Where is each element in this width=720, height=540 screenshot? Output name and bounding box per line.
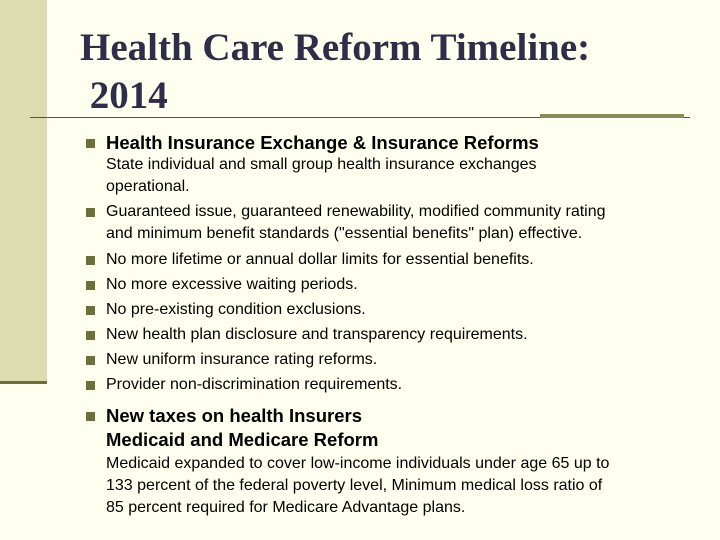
slide-title [80, 24, 590, 120]
sub-text-line: 133 percent of the federal poverty level, Minimum medical loss ratio of [106, 477, 603, 494]
sub-text-line: operational. [106, 178, 190, 195]
square-bullet-icon [86, 331, 95, 340]
title-divider-accent [540, 114, 684, 118]
heading-exchange-reforms: Health Insurance Exchange & Insurance Reforms [106, 132, 539, 153]
sub-text-line: State individual and small group health insurance exchanges [106, 156, 537, 173]
list-item: No more excessive waiting periods. [106, 276, 358, 293]
sub-text-line: 85 percent required for Medicare Advantage plans. [106, 499, 466, 516]
square-bullet-icon [86, 256, 95, 265]
square-bullet-icon [86, 208, 95, 217]
side-accent-rule [0, 381, 47, 384]
square-bullet-icon [86, 412, 95, 421]
list-item: Guaranteed issue, guaranteed renewability, modified community rating [106, 203, 606, 220]
square-bullet-icon [86, 281, 95, 290]
list-item-continuation: and minimum benefit standards ("essential benefits" plan) effective. [106, 225, 583, 242]
title-line-1: Health Care Reform Timeline: [80, 26, 591, 69]
square-bullet-icon [86, 139, 95, 148]
list-item: New uniform insurance rating reforms. [106, 351, 378, 368]
heading-medicaid-medicare: Medicaid and Medicare Reform [106, 429, 379, 450]
side-accent-bar [0, 0, 47, 383]
heading-new-taxes: New taxes on health Insurers [106, 405, 363, 426]
list-item: No more lifetime or annual dollar limits for essential benefits. [106, 251, 534, 268]
title-line-2: 2014 [80, 74, 168, 117]
sub-text-line: Medicaid expanded to cover low-income individuals under age 65 up to [106, 455, 610, 472]
square-bullet-icon [86, 381, 95, 390]
list-item: No pre-existing condition exclusions. [106, 301, 366, 318]
square-bullet-icon [86, 306, 95, 315]
list-item: Provider non-discrimination requirements. [106, 376, 403, 393]
list-item: New health plan disclosure and transparency requirements. [106, 326, 528, 343]
square-bullet-icon [86, 356, 95, 365]
